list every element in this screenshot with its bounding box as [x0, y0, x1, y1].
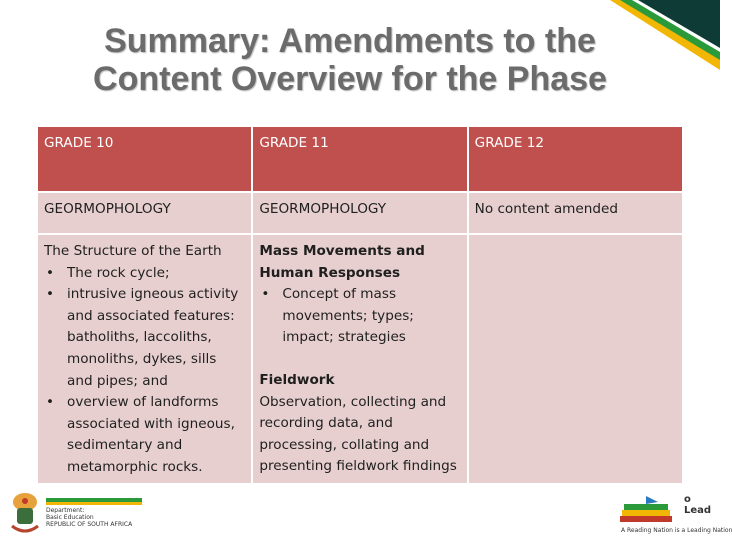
slide-title: [0, 22, 700, 98]
table-row: [37, 234, 683, 484]
grade10-bullet-list: [44, 263, 245, 479]
grade11-bullet-list: [259, 284, 460, 349]
list-item: • intrusive igneous activity and associated features: batholiths, laccoliths, monoliths, dykes, sills and pipes; and: [44, 284, 245, 392]
content-table: [36, 125, 684, 485]
cell-grade12-content: [468, 234, 683, 484]
department-logo: [8, 484, 148, 540]
table-row: [37, 192, 683, 234]
title-line-2: Content Overview for the Phase: [93, 60, 607, 98]
header-grade-12: GRADE 12: [468, 126, 683, 192]
header-grade-11: GRADE 11: [252, 126, 467, 192]
list-item: • Concept of mass movements; types; impact; strategies: [259, 284, 460, 349]
book-icon: [618, 494, 674, 526]
cell-grade12-topic: No content amended: [468, 192, 683, 234]
grade11-heading: Mass Movements and Human Responses: [259, 243, 425, 281]
cell-grade10-content: [37, 234, 252, 484]
header-grade-10: GRADE 10: [37, 126, 252, 192]
title-line-1: Summary: Amendments to the: [104, 22, 596, 60]
table-header-row: [37, 126, 683, 192]
dept-label: Department:: [46, 507, 85, 514]
coat-of-arms-icon: [8, 490, 42, 536]
dept-country: REPUBLIC OF SOUTH AFRICA: [46, 521, 133, 528]
list-item: • overview of landforms associated with igneous, sedimentary and metamorphic rocks.: [44, 392, 245, 478]
dept-name: Basic Education: [46, 514, 94, 521]
list-item: • The rock cycle;: [44, 263, 245, 285]
fieldwork-text: Observation, collecting and recording data, and processing, collating and presenting fieldwork findings: [259, 393, 457, 475]
brand-text-fragment: o Lead: [684, 494, 712, 516]
grade10-heading: The Structure of the Earth: [44, 243, 222, 259]
cell-grade10-topic: GEORMOPHOLOGY: [37, 192, 252, 234]
fieldwork-heading: Fieldwork: [259, 371, 335, 388]
cell-grade11-content: [252, 234, 467, 484]
cell-grade11-topic: GEORMOPHOLOGY: [252, 192, 467, 234]
slogan-text: A Reading Nation is a Leading Nation: [621, 527, 732, 534]
